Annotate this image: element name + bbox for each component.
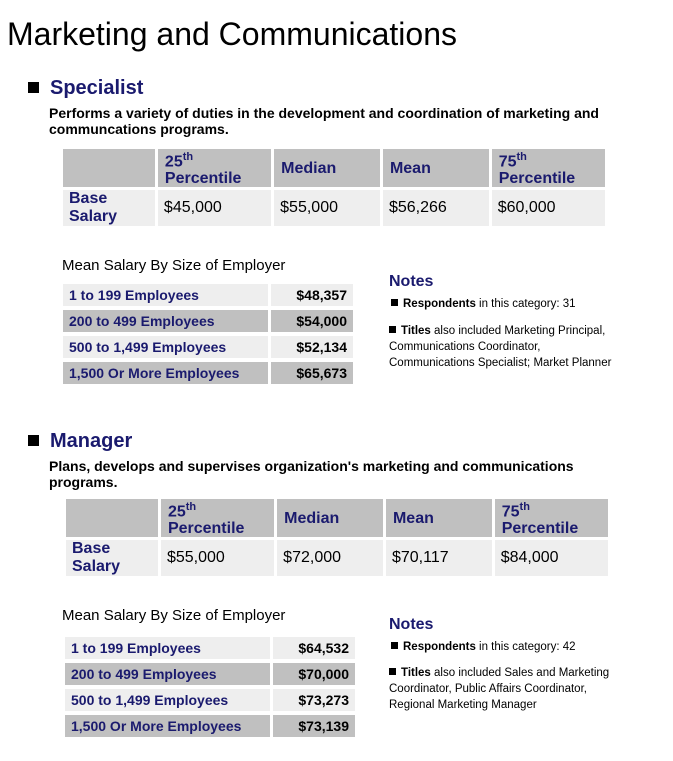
- header-median: Median: [277, 499, 383, 537]
- size-value: $54,000: [271, 310, 353, 332]
- row-label-base-salary: Base Salary: [63, 190, 155, 226]
- value-25th-percentile: $55,000: [161, 540, 274, 576]
- page-title: Marketing and Communications: [7, 16, 457, 52]
- size-value: $64,532: [273, 637, 355, 659]
- salary-table: [63, 496, 611, 579]
- header-25th-percentile: 25th Percentile: [158, 149, 271, 187]
- size-value: $48,357: [271, 284, 353, 306]
- value-mean: $56,266: [383, 190, 489, 226]
- header-75th-percentile: 75th Percentile: [495, 499, 608, 537]
- size-table-title: Mean Salary By Size of Employer: [62, 607, 286, 624]
- table-row: [65, 689, 355, 711]
- size-label: 200 to 499 Employees: [63, 310, 268, 332]
- bullet-square-icon: [28, 435, 39, 446]
- size-label: 500 to 1,499 Employees: [65, 689, 270, 711]
- job-heading: [28, 77, 143, 99]
- header-blank: [63, 149, 155, 187]
- table-row: [63, 362, 353, 384]
- value-mean: $70,117: [386, 540, 492, 576]
- notes-title: Notes: [389, 616, 434, 633]
- header-median: Median: [274, 149, 380, 187]
- header-75th-percentile: 75th Percentile: [492, 149, 605, 187]
- row-label-base-salary: Base Salary: [66, 540, 158, 576]
- header-25th-percentile: 25th Percentile: [161, 499, 274, 537]
- size-table-title: Mean Salary By Size of Employer: [62, 257, 286, 274]
- header-blank: [66, 499, 158, 537]
- size-table: [60, 280, 356, 388]
- value-75th-percentile: $60,000: [492, 190, 605, 226]
- size-label: 200 to 499 Employees: [65, 663, 270, 685]
- bullet-square-icon: [389, 668, 396, 675]
- job-heading: [28, 430, 132, 452]
- value-75th-percentile: $84,000: [495, 540, 608, 576]
- bullet-square-icon: [28, 82, 39, 93]
- header-mean: Mean: [383, 149, 489, 187]
- size-value: $73,139: [273, 715, 355, 737]
- notes-title: Notes: [389, 273, 434, 290]
- size-label: 1 to 199 Employees: [65, 637, 270, 659]
- job-title: Manager: [50, 430, 133, 452]
- table-row: [65, 715, 355, 737]
- note-titles: Titles also included Marketing Principal, Communications Coordinator, Communications Specialist; Market Planner: [389, 325, 612, 369]
- table-row: [65, 663, 355, 685]
- job-description: Performs a variety of duties in the development and coordination of marketing and communcations programs.: [49, 105, 599, 137]
- size-label: 1,500 Or More Employees: [65, 715, 270, 737]
- value-25th-percentile: $45,000: [158, 190, 271, 226]
- size-value: $65,673: [271, 362, 353, 384]
- note-respondents: Respondents in this category: 31: [391, 296, 631, 312]
- size-label: 1,500 Or More Employees: [63, 362, 268, 384]
- note-titles: Titles also included Sales and Marketing Coordinator, Public Affairs Coordinator, Regional Marketing Manager: [389, 667, 610, 711]
- table-row: [65, 637, 355, 659]
- bullet-square-icon: [391, 299, 398, 306]
- bullet-square-icon: [389, 326, 396, 333]
- header-mean: Mean: [386, 499, 492, 537]
- job-description: Plans, develops and supervises organization's marketing and communications programs.: [49, 458, 574, 490]
- size-value: $70,000: [273, 663, 355, 685]
- table-row: [63, 284, 353, 306]
- job-title: Specialist: [50, 77, 144, 99]
- bullet-square-icon: [391, 642, 398, 649]
- value-median: $55,000: [274, 190, 380, 226]
- size-table: [62, 633, 358, 741]
- table-row: [63, 336, 353, 358]
- value-median: $72,000: [277, 540, 383, 576]
- note-respondents: Respondents in this category: 42: [391, 639, 631, 655]
- size-label: 1 to 199 Employees: [63, 284, 268, 306]
- size-value: $73,273: [273, 689, 355, 711]
- table-row: [63, 310, 353, 332]
- size-label: 500 to 1,499 Employees: [63, 336, 268, 358]
- size-value: $52,134: [271, 336, 353, 358]
- salary-table: [60, 146, 608, 229]
